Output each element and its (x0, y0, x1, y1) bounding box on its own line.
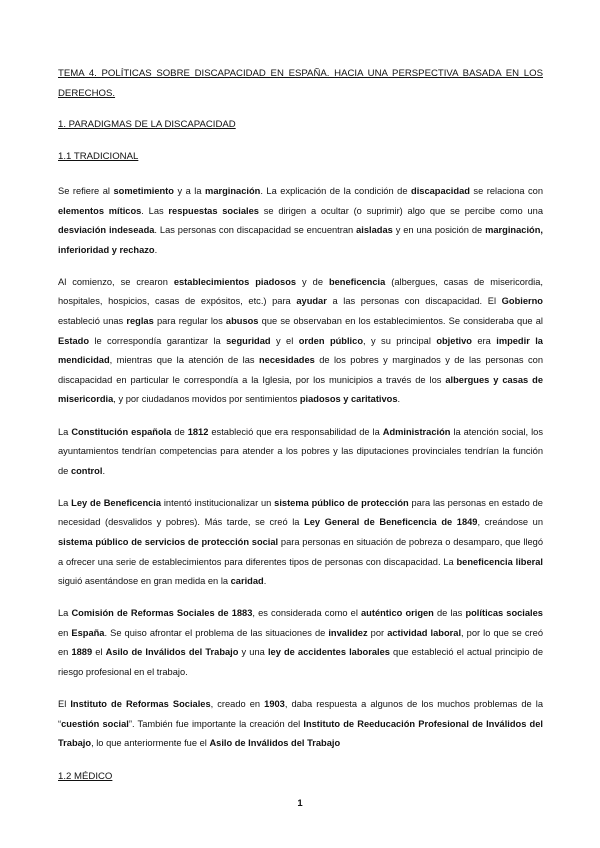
bold-text-run: aisladas (356, 225, 393, 236)
bold-text-run: Estado (58, 335, 89, 346)
bold-text-run: Asilo de Inválidos del Trabajo (209, 738, 341, 749)
bold-text-run: caridad (230, 576, 264, 587)
paragraph (58, 604, 543, 682)
text-run: . Las (141, 205, 169, 216)
text-run: . La explicación de la condición de (260, 186, 412, 196)
bold-text-run: impedir la mendicidad (58, 335, 543, 366)
bold-text-run: Gobierno (501, 296, 543, 307)
bold-text-run: cuestión social (61, 718, 129, 729)
text-run: (albergues, casas de misericordia, hospitales, hospicios, casas de expósitos, etc.) para (58, 276, 543, 307)
bold-text-run: marginación, inferioridad y rechazo (58, 225, 543, 255)
bold-text-run: albergues y casas de misericordia (58, 374, 543, 405)
bold-text-run: Ley General de Beneficencia de 1849 (304, 517, 478, 528)
document-title: TEMA 4. POLÍTICAS SOBRE DISCAPACIDAD EN ESPAÑA. HACIA UNA PERSPECTIVA BASADA EN LOS DERECHOS. (58, 68, 543, 99)
text-run: y de (296, 276, 329, 287)
text-run: de las (433, 608, 466, 619)
bold-text-run: seguridad (226, 335, 271, 346)
bold-text-run: marginación (205, 186, 261, 196)
text-run: que estableció el actual principio de riesgo profesional en el trabajo. (58, 647, 543, 678)
text-run: , daba respuesta a algunos de los muchos problemas de la “ (58, 699, 543, 729)
bold-text-run: Constitución española (71, 426, 172, 437)
text-run: intentó institucionalizar un (161, 497, 275, 508)
bold-text-run: sometimiento (113, 186, 174, 196)
bold-text-run: abusos (225, 316, 259, 327)
bold-text-run: invalidez (328, 627, 368, 638)
text-run: a las personas con discapacidad. El (326, 296, 502, 307)
bold-text-run: piadosos y caritativos (299, 394, 398, 405)
bold-text-run: Instituto de Reeducación Profesional de Inválidos del Trabajo (58, 718, 543, 749)
bold-text-run: 1889 (71, 647, 93, 658)
bold-text-run: España (71, 627, 105, 638)
text-run: La (58, 497, 72, 508)
bold-text-run: ley de accidentes laborales (267, 647, 390, 658)
bold-text-run: orden público (298, 335, 363, 346)
bold-text-run: beneficencia liberal (456, 556, 543, 567)
text-run: El (58, 699, 71, 710)
text-run: La (58, 426, 72, 437)
text-run: . Se quiso afrontar el problema de las situaciones de (104, 627, 329, 638)
bold-text-run: 1903 (264, 699, 285, 710)
text-run: era (471, 335, 497, 346)
bold-text-run: reglas (126, 316, 154, 327)
bold-text-run: Ley de Beneficencia (71, 497, 162, 508)
bold-text-run: actividad laboral (387, 627, 462, 638)
text-run: le correspondía garantizar la (89, 335, 227, 346)
bold-text-run: beneficencia (328, 276, 386, 287)
text-run: estableció que era responsabilidad de la (208, 426, 383, 437)
text-run: se relaciona con (469, 186, 543, 196)
text-run: , creado en (210, 699, 265, 710)
paragraph (58, 423, 543, 482)
text-run: La (58, 608, 72, 619)
text-run: en (58, 627, 72, 638)
bold-text-run: discapacidad (411, 186, 470, 196)
text-run: estableció unas (58, 316, 127, 327)
text-run: , es considerada como el (252, 608, 362, 619)
text-run: que se observaban en los establecimientos. Se consideraba que al (258, 316, 543, 327)
text-run: el (92, 647, 106, 658)
text-run: . (154, 244, 158, 255)
text-run: por (367, 627, 388, 638)
bold-text-run: respuestas sociales (168, 205, 259, 216)
bold-text-run: políticas sociales (465, 608, 543, 619)
text-run: de los pobres y marginados y de las personas con discapacidad en particular le correspondía a la Iglesia, por los municipios a través de los (58, 355, 543, 385)
bold-text-run: sistema público de servicios de protección social (58, 537, 279, 547)
bold-text-run: Asilo de Inválidos del Trabajo (105, 647, 239, 658)
text-run: para regular los (153, 316, 226, 327)
bold-text-run: auténtico origen (361, 608, 434, 619)
text-run: para personas en situación de pobreza o desamparo, que llegó a ofrecer una serie de establecimientos para diferentes tipos de personas con discapacidad. La (58, 537, 543, 567)
text-run: , y por ciudadanos movidos por sentimientos (113, 394, 300, 405)
bold-text-run: 1812 (187, 426, 209, 437)
section-heading-paradigmas: 1. PARADIGMAS DE LA DISCAPACIDAD (58, 119, 236, 130)
bold-text-run: ayudar (296, 296, 327, 307)
bold-text-run: elementos míticos (58, 205, 142, 216)
paragraph (58, 494, 543, 592)
paragraph (58, 695, 543, 754)
text-run: y en una posición de (392, 225, 486, 236)
text-run: y una (238, 647, 268, 658)
bold-text-run: Instituto de Reformas Sociales (70, 699, 211, 710)
text-run: se dirigen a ocultar (o suprimir) algo que se percibe como una (258, 205, 543, 216)
text-run: y el (270, 335, 299, 346)
subsection-heading-medico: 1.2 MÉDICO (58, 770, 113, 782)
text-run: . (397, 394, 401, 405)
paragraph (58, 182, 543, 260)
bold-text-run: establecimientos piadosos (173, 276, 297, 287)
bold-text-run: Administración (382, 426, 451, 437)
text-run: para las personas en estado de necesidad (desvalidos y pobres). Más tarde, se creó la (58, 497, 543, 528)
text-run: de (171, 426, 188, 437)
text-run: . (263, 576, 267, 587)
text-run: Se refiere al (58, 186, 114, 196)
text-run: la atención social, los ayuntamientos tendrían competencias para atender a los pobres y las diputaciones provinciales tendrían la función de (58, 426, 543, 476)
bold-text-run: desviación indeseada (58, 225, 155, 236)
paragraph (58, 273, 543, 410)
text-run: . Las personas con discapacidad se encuentran (154, 225, 357, 236)
bold-text-run: sistema público de protección (274, 497, 409, 508)
text-run: siguió asentándose en gran medida en la (58, 576, 231, 587)
text-run: , mientras que la atención de las (109, 355, 259, 366)
bold-text-run: control (70, 465, 103, 476)
text-run: , lo que anteriormente fue el (91, 738, 210, 749)
bold-text-run: Comisión de Reformas Sociales de 1883 (71, 608, 253, 619)
bold-text-run: objetivo (436, 335, 472, 346)
text-run: . (102, 465, 106, 476)
text-run: , por lo que se creó en (58, 627, 543, 658)
page-content (58, 64, 543, 802)
text-run: , creándose un (477, 517, 543, 528)
bold-text-run: necesidades (258, 355, 315, 366)
text-run: Al comienzo, se crearon (58, 276, 174, 287)
text-run: y a la (173, 186, 206, 196)
subsection-heading-tradicional: 1.1 TRADICIONAL (58, 151, 139, 162)
page-number: 1 (297, 798, 303, 809)
text-run: , y su principal (363, 335, 437, 346)
text-run: ”. También fue importante la creación del (128, 718, 304, 729)
